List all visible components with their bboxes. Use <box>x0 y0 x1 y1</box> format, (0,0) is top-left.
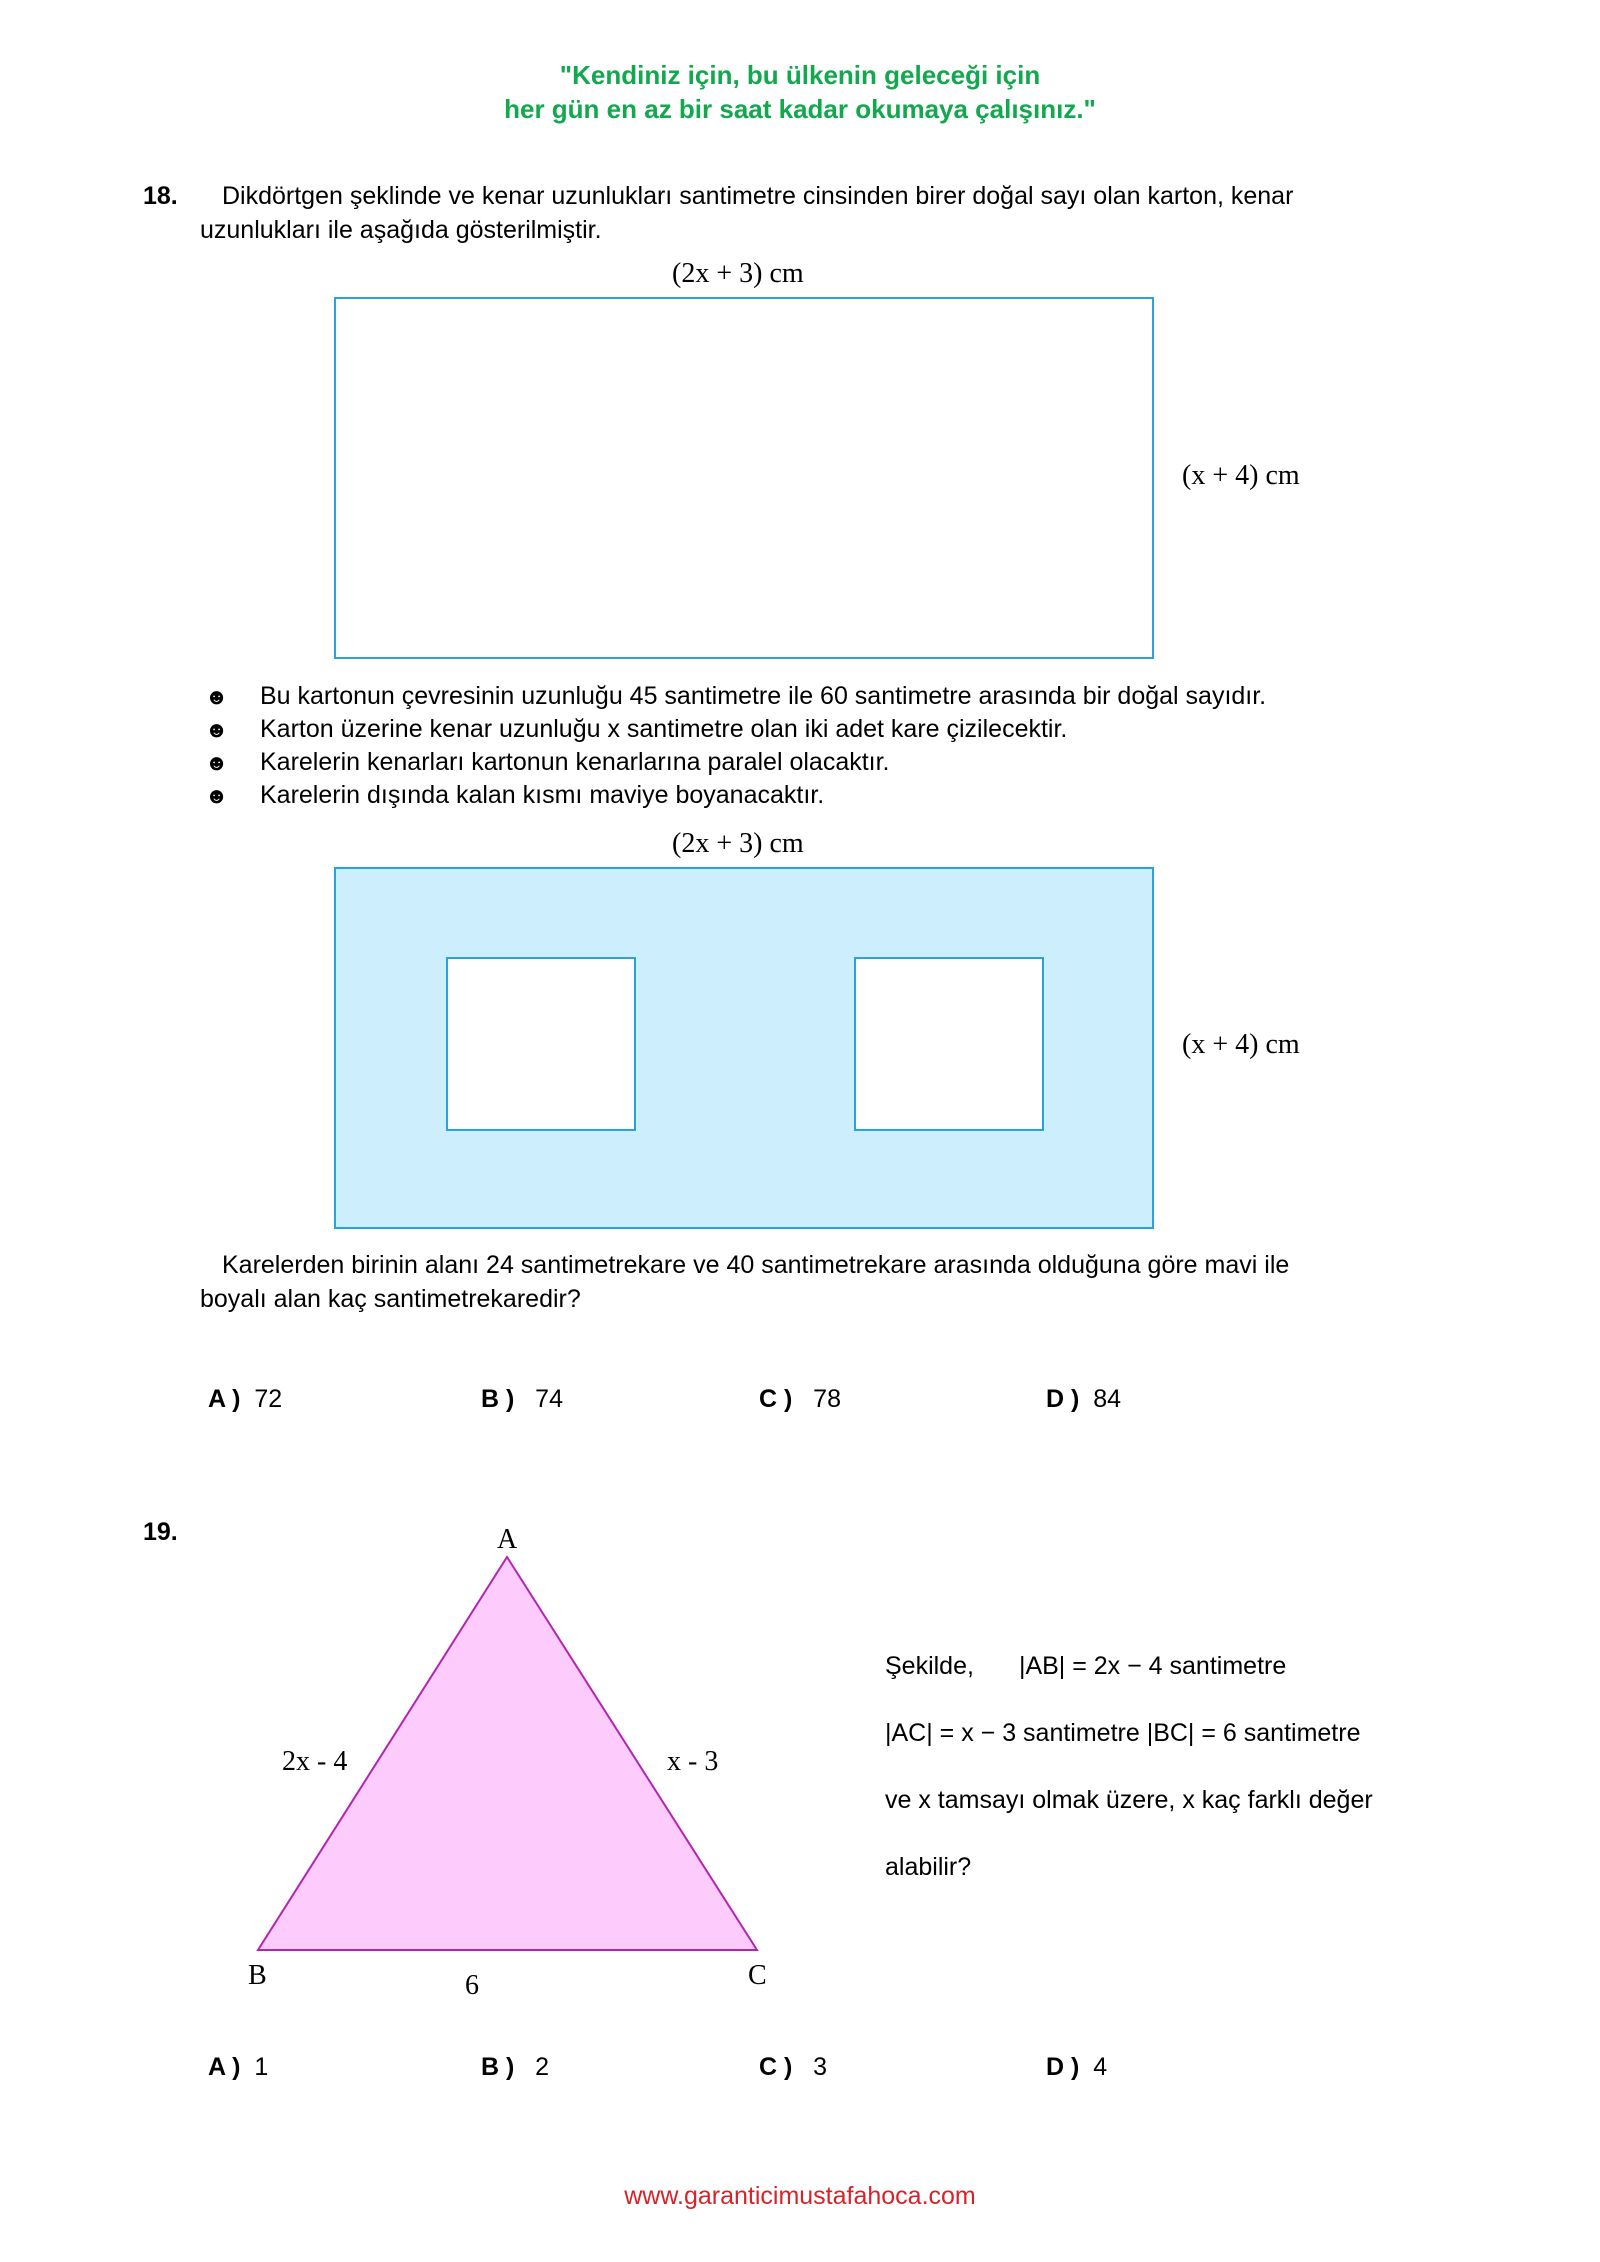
condition-item: ☻ Karton üzerine kenar uzunluğu x santimetre olan iki adet kare çizilecektir. <box>205 713 1266 746</box>
condition-item: ☻ Karelerin dışında kalan kısmı maviye boyanacaktır. <box>205 779 1266 812</box>
figure2-top-label: (2x + 3) cm <box>672 828 804 859</box>
figure1-side-label: (x + 4) cm <box>1182 460 1300 491</box>
header-quote-line1: "Kendiniz için, bu ülkenin geleceği için <box>559 60 1041 90</box>
vertex-b-label: B <box>248 1960 267 1991</box>
smiley-bullet-icon: ☻ <box>205 684 229 709</box>
q18-option-d[interactable]: D ) 84 <box>1046 1385 1122 1413</box>
side-bc-label: 6 <box>465 1970 479 2001</box>
q19-option-a[interactable]: A ) 1 <box>208 2053 269 2081</box>
question-18-stem-line1: Dikdörtgen şeklinde ve kenar uzunlukları santimetre cinsinden birer doğal sayı olan karton, kenar <box>222 182 1294 210</box>
side-ac-label: x - 3 <box>667 1746 719 1777</box>
q18-option-b[interactable]: B ) 74 <box>481 1385 563 1413</box>
side-ab-label: 2x - 4 <box>282 1746 348 1777</box>
condition-item: ☻ Bu kartonun çevresinin uzunluğu 45 santimetre ile 60 santimetre arasında bir doğal sayıdır. <box>205 680 1266 713</box>
q19-option-b[interactable]: B ) 2 <box>481 2053 550 2081</box>
question-19-number: 19. <box>143 1518 178 1546</box>
condition-item: ☻ Karelerin kenarları kartonun kenarlarına paralel olacaktır. <box>205 746 1266 779</box>
q19-text-line3: ve x tamsayı olmak üzere, x kaç farklı değer <box>885 1786 1373 1814</box>
smiley-bullet-icon: ☻ <box>205 783 229 808</box>
smiley-bullet-icon: ☻ <box>205 750 229 775</box>
question-18-number: 18. <box>143 182 178 210</box>
q18-option-a[interactable]: A ) 72 <box>208 1385 283 1413</box>
q18-option-c[interactable]: C ) 78 <box>759 1385 841 1413</box>
smiley-bullet-icon: ☻ <box>205 717 229 742</box>
figure2-side-label: (x + 4) cm <box>1182 1029 1300 1060</box>
vertex-c-label: C <box>748 1960 767 1991</box>
vertex-a-label: A <box>497 1524 518 1555</box>
q19-text-line4: alabilir? <box>885 1853 972 1881</box>
header-quote-line2: her gün en az bir saat kadar okumaya çalışınız." <box>504 94 1096 124</box>
q19-option-d[interactable]: D ) 4 <box>1046 2053 1108 2081</box>
footer-website-link[interactable]: www.garanticimustafahoca.com <box>624 2182 976 2210</box>
figure1-top-label: (2x + 3) cm <box>672 258 804 289</box>
q19-text-line2: |AC| = x − 3 santimetre |BC| = 6 santimetre <box>885 1719 1361 1747</box>
question-18-ask-line2: boyalı alan kaç santimetrekaredir? <box>200 1285 581 1313</box>
question-18-ask-line1: Karelerden birinin alanı 24 santimetrekare ve 40 santimetrekare arasında olduğuna göre mavi ile <box>222 1251 1290 1279</box>
q19-text-line1: Şekilde, |AB| = 2x − 4 santimetre <box>885 1652 1287 1680</box>
q19-option-c[interactable]: C ) 3 <box>759 2053 828 2081</box>
question-18-stem-line2: uzunlukları ile aşağıda gösterilmiştir. <box>200 216 602 244</box>
